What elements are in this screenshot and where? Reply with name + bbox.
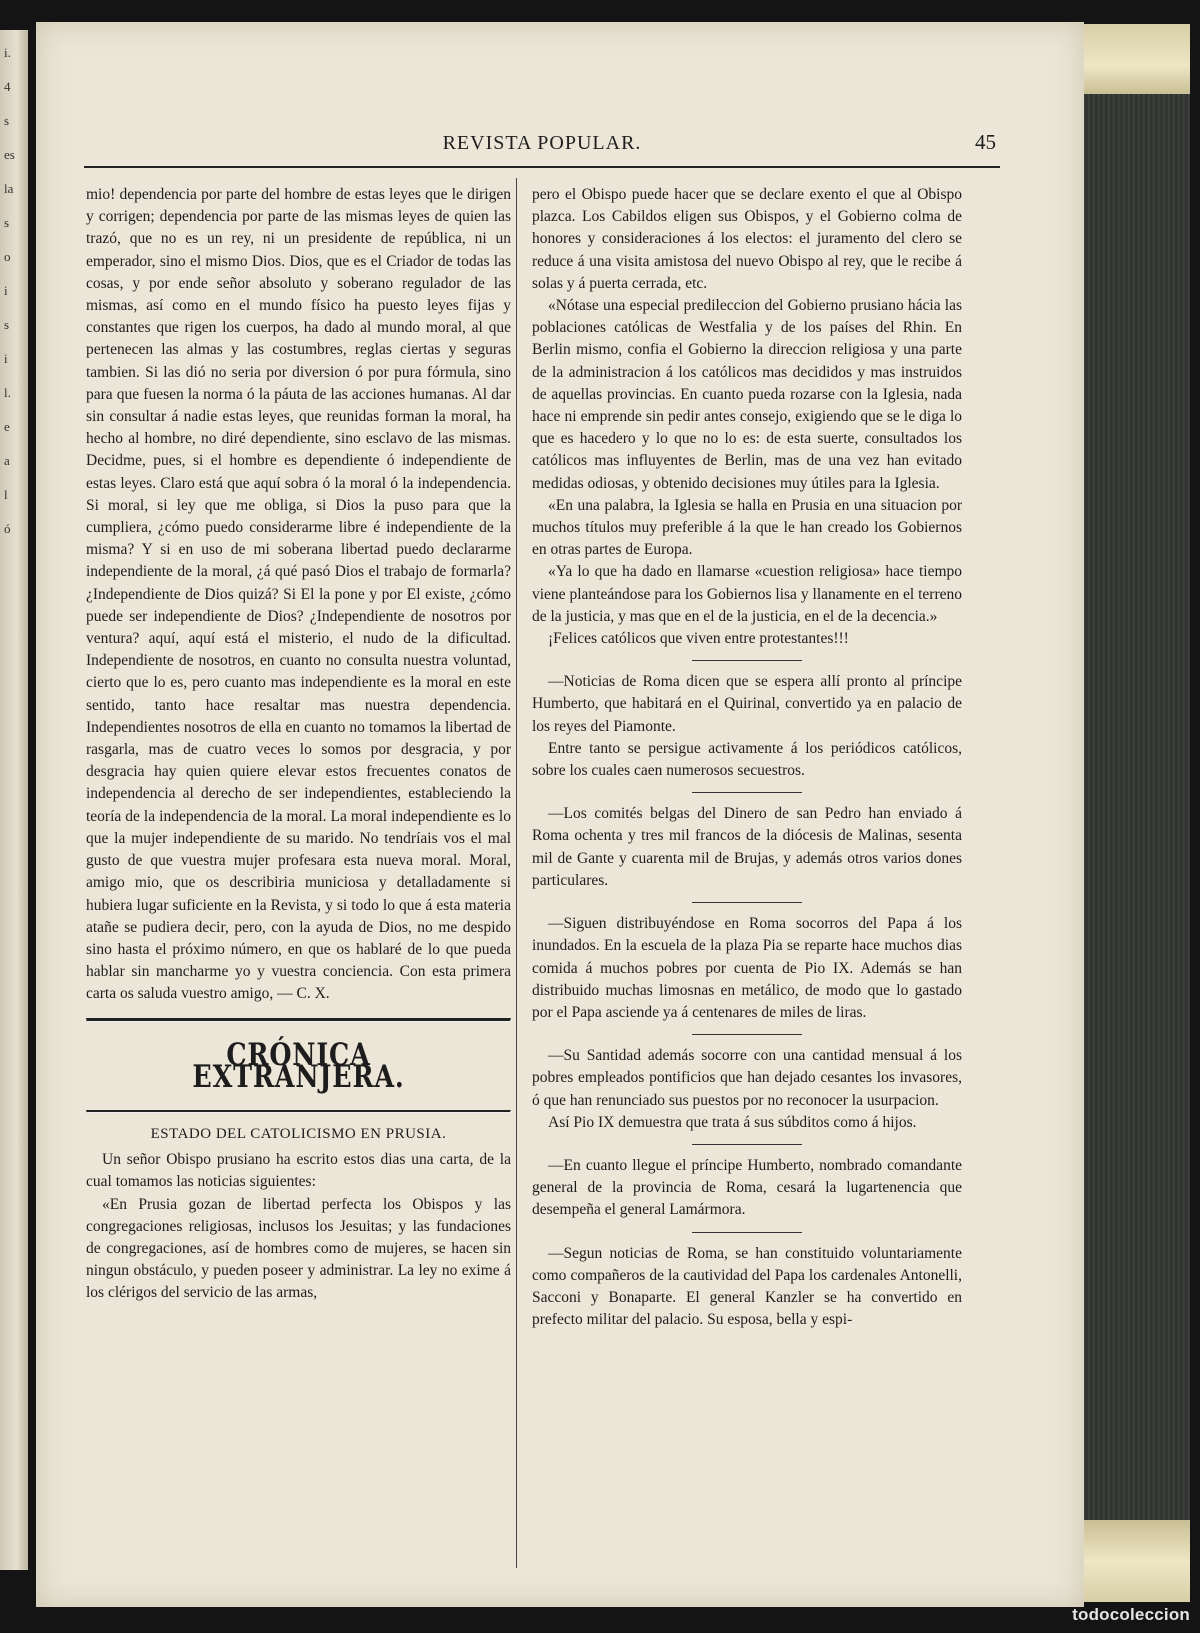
spine-headband [1084, 24, 1190, 94]
paragraph: —Su Santidad además socorre con una cantidad mensual á los pobres empleados pontificios que han dejado cesantes los invasores, ó que han renunciado sus puestos por no reconocer la usurpacion. [532, 1047, 962, 1109]
section-title: CRÓNICA EXTRANJERA. [192, 1036, 405, 1095]
header-title: REVISTA POPULAR. [442, 132, 642, 154]
watermark: todocoleccion [1072, 1605, 1190, 1624]
previous-page-fragment: i [4, 283, 8, 298]
news-separator [692, 792, 802, 793]
previous-page-fragment: ó [4, 521, 11, 536]
news-separator [692, 1144, 802, 1145]
paragraph: mio! dependencia por parte del hombre de estas leyes que le dirigen y corrigen; dependencia por parte de las mismas leyes de quien las trazó, que no es un rey, ni un presidente de república, ni un emperador, sino el mismo Dios. Dios, que es el Criador de todas las cosas, y por ende señor absoluto y soberano regulador de las mismas, así como en el mundo físico ha puesto leyes fijas y constantes que rigen los cuerpos, ha dado al mundo moral, al que pertenecen las almas y las costumbres, reglas ciertas y seguras tambien. Si las dió no seria por diversion ó por pura fórmula, sino para que fuesen la norma ó la páuta de las acciones humanas. Al dar sin consultar á nadie estas leyes, que reunidas forman la moral, ha hecho al hombre, no diré dependiente, sino esclavo de las mismas. Decidme, pues, si el hombre es dependiente ó independiente de estas leyes. Claro está que aquí sobra ó la moral ó la independencia. Si moral, si ley que me obliga, si Dios la puso para que la cumpliera, ¿cómo puedo considerarme libre é independiente de la misma? Y si en uso de mi soberana libertad puedo declararme independiente de la moral, ¿á qué pasó Dios el trabajo de formarla? ¿Independiente de Dios quizá? Si El la pone y por El existe, ¿cómo puede ser independiente de Dios? ¿Independiente de nosotros por ventura? aquí, aquí está el misterio, el nudo de la dificultad. Independiente de nosotros, en cuanto no consulta nuestra voluntad, cierto que lo es, pero cuanto mas independiente es la moral en este sentido, tanto hace resaltar mas nuestra dependencia. Independientes nosotros de ella en cuanto no tomamos la libertad de rasgarla, mas de cuatro veces lo somos por desgracia, y por desgracia hay quien quiere elevar estos frecuentes conatos de independencia al derecho de ser independientes, estableciendo la teoría de la independencia de la moral. La moral independiente es lo que la mujer independiente de su marido. No tendríais vos el mal gusto de que vuestra mujer profesara esta nueva moral. Moral, amigo mio, que os describiria municiosa y detalladamente si hubiera lugar suficiente en la Revista, y si todo lo que á esta materia atañe se pudiera decir, pero, con la ayuda de Dios, no me despido sino hasta el próximo número, en que os hablaré de lo que pueda hablar sin mancharme yo y vuestra conciencia. Con esta primera carta os saluda vuestro amigo, — C. X. [86, 186, 511, 1003]
previous-page-fragment: 4 [4, 79, 11, 94]
article-heading: ESTADO DEL CATOLICISMO EN PRUSIA. [150, 1125, 447, 1142]
book-spine [1084, 24, 1190, 1602]
left-column [86, 184, 511, 1305]
previous-page-fragment: l. [4, 385, 11, 400]
paragraph: —En cuanto llegue el príncipe Humberto, nombrado comandante general de la provincia de Roma, cesará la lugartenencia que desempeña el general Lamármora. [532, 1156, 962, 1219]
paragraph: «Nótase una especial predileccion del Gobierno prusiano hácia las poblaciones católicas de Westfalia y de los países del Rhin. En Berlin mismo, confia el Gobierno la direccion religiosa y una parte de la administracion á los católicos mas decididos y mas instruidos de aquellas provincias. En cuanto pueda rozarse con la Iglesia, nada hace ni emprende sin pedir antes consejo, exigiendo que se le diga lo que es hacedero y lo que no lo es: de esta suerte, consultados los católicos mas influyentes de Berlin, mas de una vez han evitado medidas odiosas, y obtenido decisiones muy útiles para la Iglesia. [532, 297, 962, 492]
previous-page-fragment: es [4, 147, 15, 162]
previous-page-fragment: e [4, 419, 10, 434]
paragraph: Así Pio IX demuestra que trata á sus súbditos como á hijos. [548, 1113, 917, 1131]
paragraph: —Siguen distribuyéndose en Roma socorros del Papa á los inundados. En la escuela de la plaza Pia se reparte hace muchos dias comida á muchos pobres por cuenta de Pio IX. Además se han distribuido muchas limosnas en metálico, de modo que lo gastado por el Papa asciende ya á centenares de miles de liras. [532, 915, 962, 1021]
paragraph: Un señor Obispo prusiano ha escrito estos dias una carta, de la cual tomamos las noticias siguientes: [86, 1151, 511, 1191]
news-separator [692, 902, 802, 903]
paragraph: —Los comités belgas del Dinero de san Pedro han enviado á Roma ochenta y tres mil francos de la diócesis de Malinas, sesenta mil de Gante y cuarenta mil de Brujas, y además otros varios dones particulares. [532, 805, 962, 889]
spine-footband [1084, 1520, 1190, 1602]
right-column [532, 184, 962, 1331]
column-divider [516, 178, 517, 1568]
paragraph: «En Prusia gozan de libertad perfecta los Obispos y las congregaciones religiosas, inclusos los Jesuitas; y las fundaciones de congregaciones, así de hombres como de mujeres, se hacen sin ningun obstáculo, y pueden poseer y administrar. La ley no exime á los clérigos del servicio de las armas, [86, 1195, 511, 1302]
paragraph: —Noticias de Roma dicen que se espera allí pronto al príncipe Humberto, que habitará en el Quirinal, convertido ya en palacio de los reyes del Piamonte. [532, 673, 962, 735]
news-separator [692, 660, 802, 661]
previous-page-fragment: i. [4, 45, 11, 60]
paragraph: —Segun noticias de Roma, se han constituido voluntariamente como compañeros de la cautividad del Papa los cardenales Antonelli, Sacconi y Bonaparte. El general Kanzler se ha convertido en prefecto militar del palacio. Su esposa, bella y espi- [532, 1244, 962, 1329]
running-header [84, 126, 1000, 168]
previous-page-fragment: i [4, 351, 8, 366]
page-number: 45 [975, 130, 996, 154]
previous-page-fragment: l [4, 487, 8, 502]
previous-page-fragment: a [4, 453, 10, 468]
news-separator [692, 1232, 802, 1233]
paragraph: ¡Felices católicos que viven entre protestantes!!! [548, 630, 849, 648]
news-separator [692, 1034, 802, 1035]
previous-page-fragment: s [4, 113, 10, 128]
previous-page-fragment: la [4, 181, 14, 196]
previous-page-edge [0, 30, 28, 1570]
paragraph: Entre tanto se persigue activamente á los periódicos católicos, sobre los cuales caen numerosos secuestros. [532, 739, 962, 780]
previous-page-fragment: s [4, 215, 10, 230]
section-rule-bottom [86, 1110, 511, 1113]
previous-page-fragment: s [4, 317, 10, 332]
section-rule-top [86, 1018, 511, 1022]
previous-page-fragment: o [4, 249, 11, 264]
paragraph: pero el Obispo puede hacer que se declare exento el que al Obispo plazca. Los Cabildos eligen sus Obispos, y el Gobierno colma de honores y consideraciones á los electos: el juramento del clero se reduce á una visita amistosa del nuevo Obispo al rey, que le recibe á solas y á puerta cerrada, etc. [532, 186, 962, 292]
paragraph: «Ya lo que ha dado en llamarse «cuestion religiosa» hace tiempo viene planteándose para los Gobiernos lisa y llanamente en el terreno de la justicia, y mas que en el de la justicia, en el de la decencia.» [532, 563, 962, 625]
paragraph: «En una palabra, la Iglesia se halla en Prusia en una situacion por muchos títulos muy preferible á la que le han creado los Gobiernos en otras partes de Europa. [532, 496, 962, 559]
